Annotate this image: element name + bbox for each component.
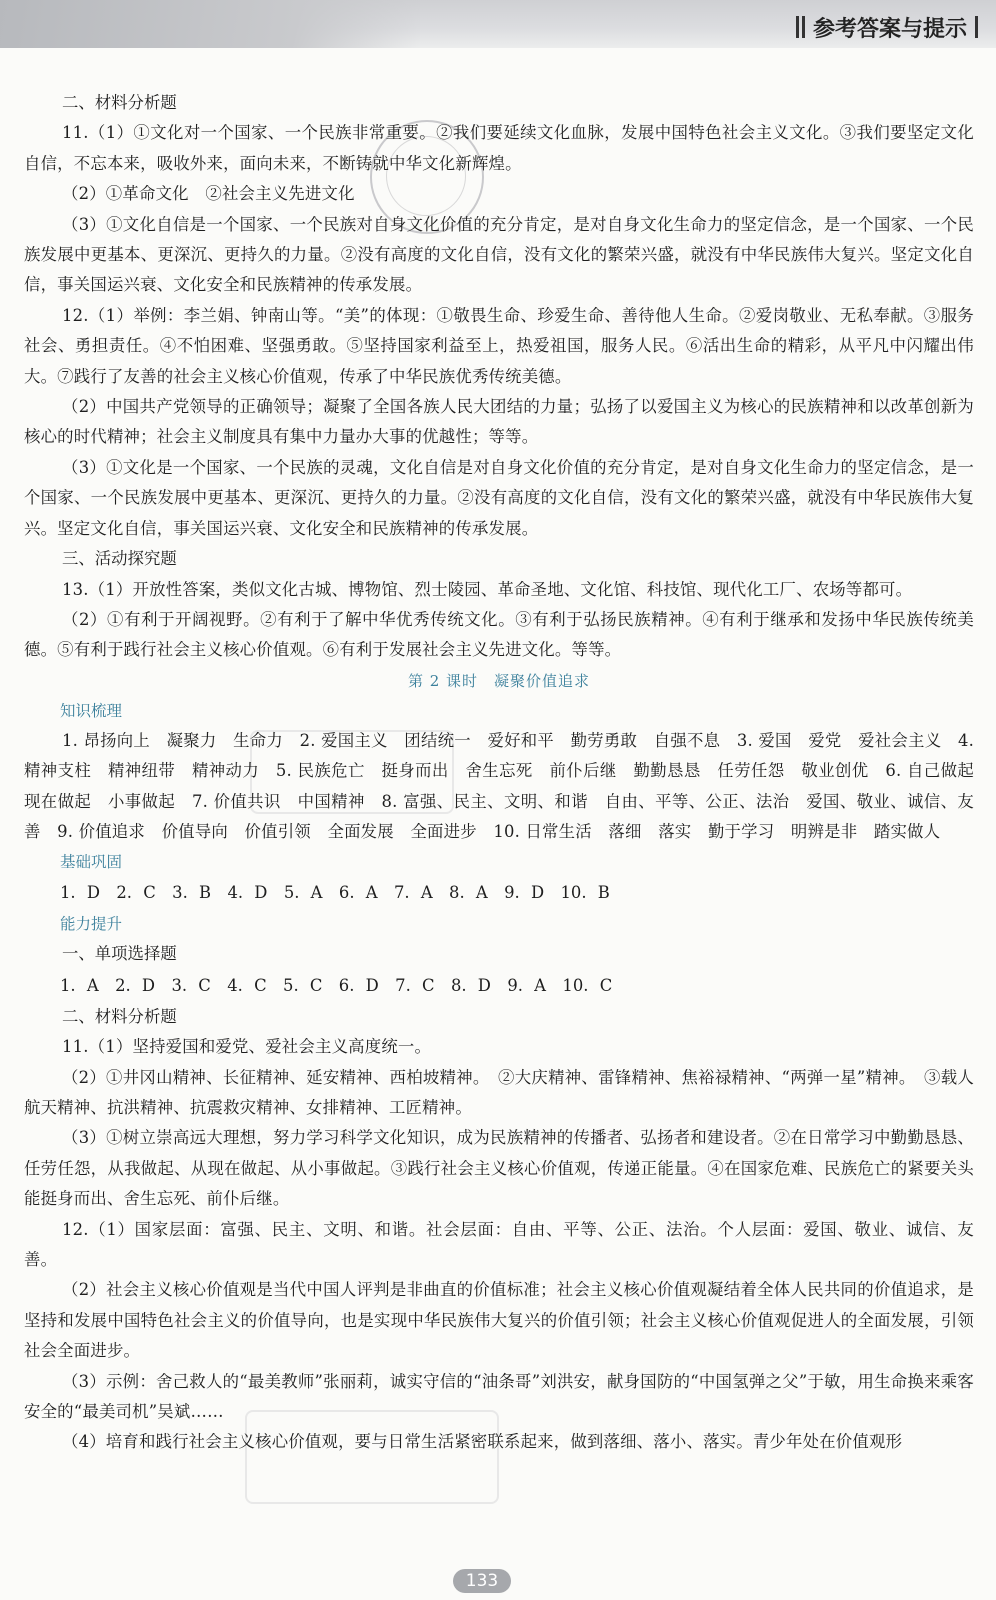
answer-paragraph: （2）中国共产党领导的正确领导；凝聚了全国各族人民大团结的力量；弘扬了以爱国主义为核心的民族精神和以改革创新为核心的时代精神；社会主义制度具有集中力量办大事的优越性；等等。 <box>24 397 974 447</box>
answer-paragraph: 13.（1）开放性答案，类似文化古城、博物馆、烈士陵园、革命圣地、文化馆、科技馆、现代化工厂、农场等都可。 <box>62 579 913 599</box>
answer-key-line: 1. D 2. C 3. B 4. D 5. A 6. A 7. A 8. A 9. D 10. B <box>60 883 610 903</box>
header-bars-end-icon <box>975 16 978 38</box>
answer-paragraph: （3）①文化是一个国家、一个民族的灵魂，文化自信是对自身文化价值的充分肯定，是对自身文化生命力的坚定信念，是一个国家、一个民族发展中更基本、更深沉、更持久的力量。②没有高度的文化自信，没有文化的繁荣兴盛，就没有中华民族伟大复兴。坚定文化自信，事关国运兴衰、文化安全和民族精神的传承发展。 <box>24 457 974 538</box>
header-bars-icon <box>796 16 805 38</box>
page-number: 133 <box>453 1569 511 1593</box>
section-heading: 一、单项选择题 <box>62 944 177 964</box>
answer-paragraph: （3）①树立崇高远大理想，努力学习科学文化知识，成为民族精神的传播者、弘扬者和建设者。②在日常学习中勤勤恳恳、任劳任怨，从我做起、从现在做起、从小事做起。③践行社会主义核心价值观，传递正能量。④在国家危难、民族危亡的紧要关头能挺身而出、舍生忘死、前仆后继。 <box>24 1128 974 1209</box>
answer-paragraph: （3）①文化自信是一个国家、一个民族对自身文化价值的充分肯定，是对自身文化生命力的坚定信念，是一个国家、一个民族发展中更基本、更深沉、更持久的力量。②没有高度的文化自信，没有文化的繁荣兴盛，就没有中华民族伟大复兴。坚定文化自信，事关国运兴衰、文化安全和民族精神的传承发展。 <box>24 214 974 295</box>
header-band-fade <box>0 0 420 48</box>
header-title-text: 参考答案与提示 <box>812 16 967 42</box>
answer-paragraph: 1. 昂扬向上 凝聚力 生命力 2. 爱国主义 团结统一 爱好和平 勤劳勇敢 自强不息 3. 爱国 爱党 爱社会主义 4. 精神支柱 精神纽带 精神动力 5. 民族危亡 挺身而出 舍生忘死 前仆后继 勤勤恳恳 任劳任怨 敬业创优 6. 自己做起 现在做起 小事做起 7. 价值共识 中国精神 8. 富强、民主、文明、和谐 自由、平等、公正、法治 爱国、敬业、诚信、友善 9. 价值追求 价值导向 价值引领 全面发展 全面进步 10. 日常生活 落细 落实 勤于学习 明辨是非 踏实做人 <box>24 730 991 841</box>
subsection-label: 能力提升 <box>60 915 123 934</box>
answer-paragraph: （3）示例：舍己救人的“最美教师”张丽莉，诚实守信的“油条哥”刘洪安，献身国防的“中国氢弹之父”于敏，用生命换来乘客安全的“最美司机”吴斌…… <box>24 1371 974 1422</box>
answer-paragraph: （2）社会主义核心价值观是当代中国人评判是非曲直的价值标准；社会主义核心价值观凝结着全体人民共同的价值追求，是坚持和发展中国特色社会主义的价值导向，也是实现中华民族伟大复兴的价值引领；社会主义核心价值观促进人的全面发展，引领社会全面进步。 <box>24 1280 974 1361</box>
header-title <box>796 12 978 42</box>
section-heading: 三、活动探究题 <box>62 549 177 569</box>
answer-paragraph: 11.（1）坚持爱国和爱党、爱社会主义高度统一。 <box>62 1037 432 1057</box>
subsection-label: 基础巩固 <box>60 853 123 872</box>
answer-paragraph: 12.（1）国家层面：富强、民主、文明、和谐。社会层面：自由、平等、公正、法治。个人层面：爱国、敬业、诚信、友善。 <box>24 1219 974 1269</box>
answer-paragraph: （2）①有利于开阔视野。②有利于了解中华优秀传统文化。③有利于弘扬民族精神。④有利于继承和发扬中华民族传统美德。⑤有利于践行社会主义核心价值观。⑥有利于发展社会主义先进文化。等等。 <box>24 609 974 660</box>
answer-key-line: 1. A 2. D 3. C 4. C 5. C 6. D 7. C 8. D 9. A 10. C <box>60 975 613 995</box>
answer-paragraph: （4）培育和践行社会主义核心价值观，要与日常生活紧密联系起来，做到落细、落小、落实。青少年处在价值观形 <box>62 1432 903 1452</box>
answer-paragraph: （2）①井冈山精神、长征精神、延安精神、西柏坡精神。 ②大庆精神、雷锋精神、焦裕禄精神、“两弹一星”精神。 ③载人航天精神、抗洪精神、抗震救灾精神、女排精神、工匠精神。 <box>24 1067 974 1117</box>
section-heading: 二、材料分析题 <box>62 93 177 112</box>
answer-paragraph: 11.（1）①文化对一个国家、一个民族非常重要。②我们要延续文化血脉，发展中国特色社会主义文化。③我们要坚定文化自信，不忘本来，吸收外来，面向未来，不断铸就中华文化新辉煌。 <box>24 123 974 173</box>
lesson-title: 第 2 课时 凝聚价值追求 <box>407 671 591 690</box>
answer-content <box>24 88 991 1458</box>
section-heading: 二、材料分析题 <box>62 1006 177 1026</box>
answer-paragraph: 12.（1）举例：李兰娟、钟南山等。“美”的体现：①敬畏生命、珍爱生命、善待他人生命。②爱岗敬业、无私奉献。③服务社会、勇担责任。④不怕困难、坚强勇敢。⑤坚持国家利益至上，热爱祖国，服务人民。⑥活出生命的精彩，从平凡中闪耀出伟大。⑦践行了友善的社会主义核心价值观，传承了中华民族优秀传统美德。 <box>24 305 974 386</box>
answer-paragraph: （2）①革命文化 ②社会主义先进文化 <box>62 184 355 204</box>
subsection-label: 知识梳理 <box>60 701 123 720</box>
